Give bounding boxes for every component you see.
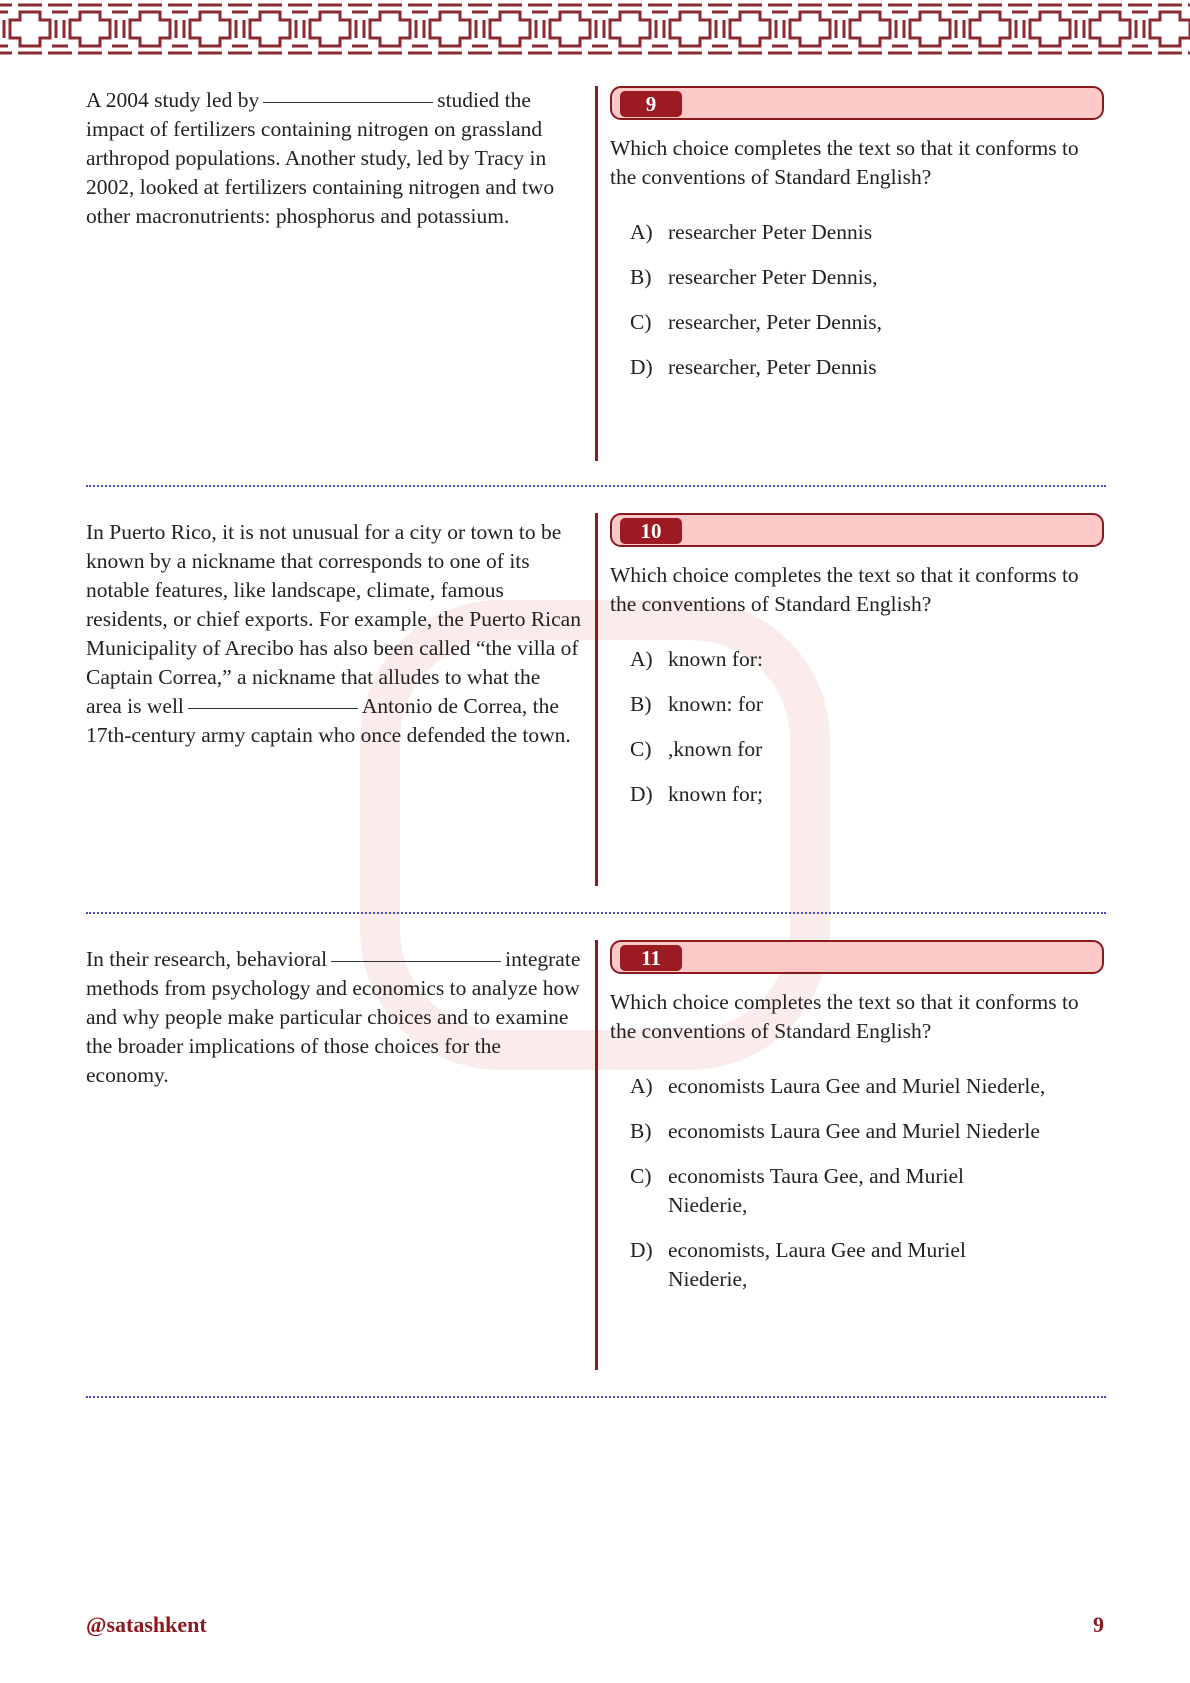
separator <box>86 485 1106 487</box>
passage-q11 <box>86 945 581 1090</box>
question-11 <box>595 940 1115 1370</box>
option-letter: D) <box>630 1238 653 1262</box>
option-letter: B) <box>630 692 652 716</box>
option-letter: B) <box>630 265 652 289</box>
blank-line <box>188 707 358 709</box>
option-d[interactable] <box>630 780 1110 809</box>
option-letter: C) <box>630 310 652 334</box>
option-text: economists Laura Gee and Muriel Niederle <box>668 1119 1040 1143</box>
option-a[interactable] <box>630 218 1110 247</box>
question-prompt: Which choice completes the text so that it conforms to the conventions of Standard English? <box>610 990 1079 1043</box>
footer-handle[interactable]: @satashkent <box>86 1612 207 1637</box>
passage-text: studied the impact of fertilizers containing nitrogen on grassland arthropod populations. Another study, led by Tracy in 2002, looked at fertilizers containing nitrogen and two other macronutrients: phosphorus and potassium. <box>86 88 555 228</box>
question-number: 11 <box>620 945 682 971</box>
option-text: ,known for <box>668 737 763 761</box>
option-letter: D) <box>630 782 653 806</box>
separator <box>86 1396 1106 1398</box>
option-d[interactable] <box>630 353 1110 382</box>
option-text: economists, Laura Gee and Muriel Niederie, <box>668 1238 966 1291</box>
option-c[interactable] <box>630 1162 1030 1220</box>
question-header <box>610 86 1104 120</box>
option-letter: B) <box>630 1119 652 1143</box>
passage-text: integrate methods from psychology and economics to analyze how and why people make particular choices and to examine the broader implications of those choices for the economy. <box>86 947 581 1087</box>
option-text: economists Taura Gee, and Muriel Niederie, <box>668 1164 965 1217</box>
option-text: researcher, Peter Dennis, <box>668 310 883 334</box>
question-prompt: Which choice completes the text so that it conforms to the conventions of Standard English? <box>610 136 1079 189</box>
decorative-border <box>0 0 1190 58</box>
blank-line <box>263 101 433 103</box>
option-letter: A) <box>630 220 653 244</box>
passage-q10 <box>86 518 581 750</box>
question-9 <box>595 86 1115 461</box>
option-letter: A) <box>630 647 653 671</box>
blank-line <box>331 960 501 962</box>
question-10 <box>595 513 1115 886</box>
question-header <box>610 940 1104 974</box>
question-number: 9 <box>620 91 682 117</box>
option-letter: A) <box>630 1074 653 1098</box>
option-text: researcher Peter Dennis, <box>668 265 878 289</box>
option-text: known for; <box>668 782 763 806</box>
option-c[interactable] <box>630 308 1110 337</box>
option-text: known for: <box>668 647 763 671</box>
option-letter: C) <box>630 737 652 761</box>
passage-q9 <box>86 86 581 231</box>
option-text: economists Laura Gee and Muriel Niederle, <box>668 1074 1046 1098</box>
option-letter: D) <box>630 355 653 379</box>
page-number: 9 <box>1093 1612 1104 1637</box>
passage-text: In Puerto Rico, it is not unusual for a city or town to be known by a nickname that corresponds to one of its notable features, like landscape, climate, famous residents, or chief exports. For example, the Puerto Rican Municipality of Arecibo has also been called “the villa of Captain Correa,” a nickname that alludes to what the area is well <box>86 520 581 718</box>
separator <box>86 912 1106 914</box>
passage-text: In their research, behavioral <box>86 947 328 971</box>
passage-text: A 2004 study led by <box>86 88 260 112</box>
option-b[interactable] <box>630 1117 1110 1146</box>
option-text: researcher, Peter Dennis <box>668 355 877 379</box>
option-text: known: for <box>668 692 763 716</box>
passage-text: Antonio de Correa, the 17th-century army captain who once defended the town. <box>86 694 571 747</box>
question-header <box>610 513 1104 547</box>
option-b[interactable] <box>630 263 1110 292</box>
option-c[interactable] <box>630 735 1110 764</box>
question-number: 10 <box>620 518 682 544</box>
option-text: researcher Peter Dennis <box>668 220 873 244</box>
option-a[interactable] <box>630 645 1110 674</box>
option-letter: C) <box>630 1164 652 1188</box>
option-d[interactable] <box>630 1236 1030 1294</box>
option-b[interactable] <box>630 690 1110 719</box>
question-prompt: Which choice completes the text so that it conforms to the conventions of Standard English? <box>610 563 1079 616</box>
option-a[interactable] <box>630 1072 1110 1101</box>
